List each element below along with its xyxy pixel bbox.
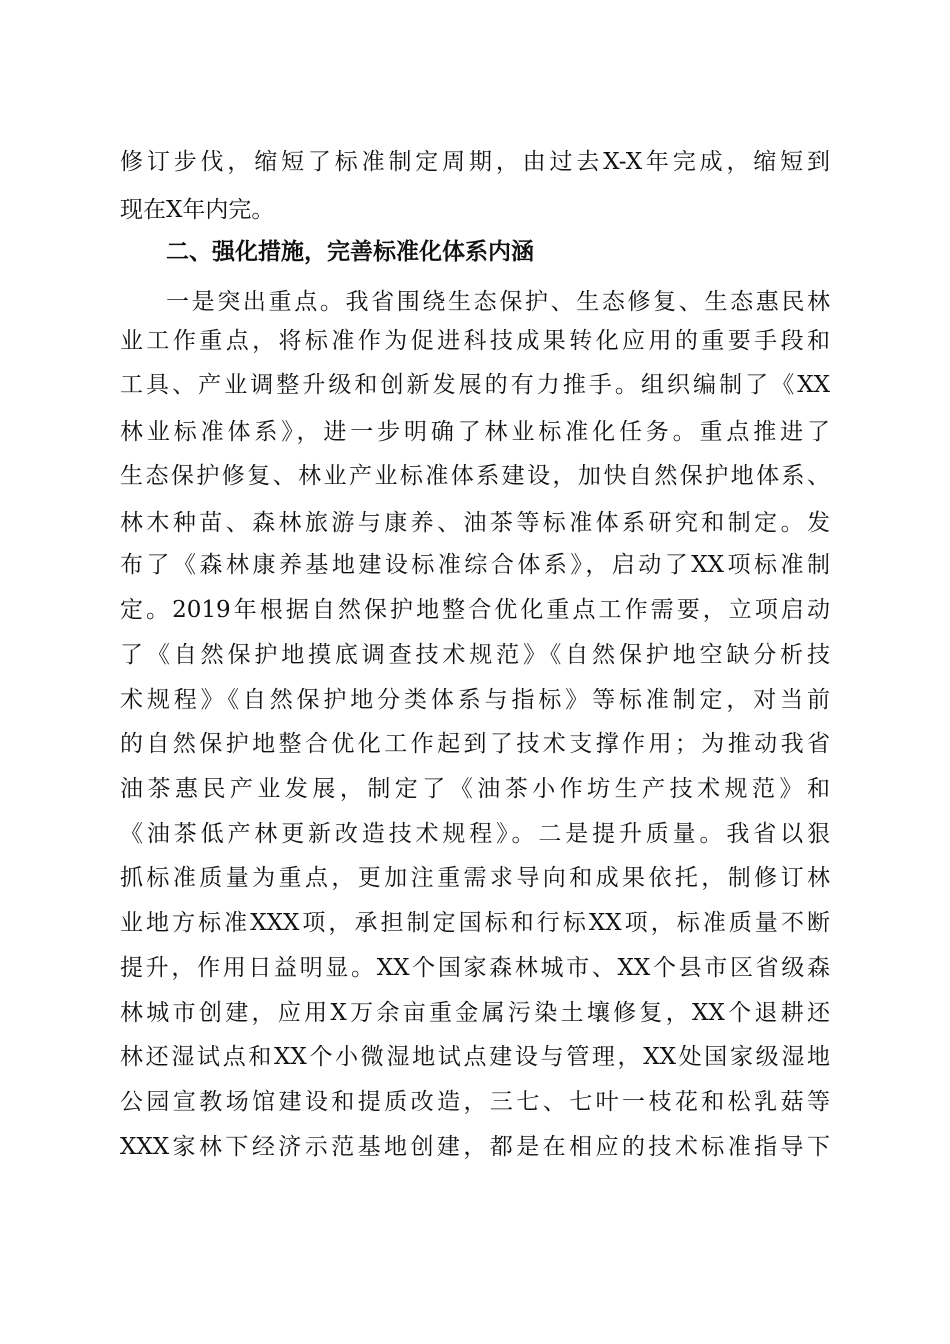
body-text-line: XXX家林下经济示范基地创建，都是在相应的技术标准指导下 (120, 1134, 830, 1160)
body-text-line: 油茶惠民产业发展，制定了《油茶小作坊生产技术规范》和 (120, 776, 830, 802)
body-text-line: 《油茶低产林更新改造技术规程》。二是提升质量。我省以狠 (120, 821, 830, 847)
body-text-line: 工具、产业调整升级和创新发展的有力推手。组织编制了《XX (120, 372, 830, 398)
body-text-line: 业地方标准XXX项，承担制定国标和行标XX项，标准质量不断 (120, 910, 830, 936)
body-text-line: 修订步伐，缩短了标准制定周期，由过去X-X年完成，缩短到 (120, 149, 830, 175)
body-text-line: 布了《森林康养基地建设标准综合体系》，启动了XX项标准制 (120, 552, 830, 578)
body-text-line: 抓标准质量为重点，更加注重需求导向和成果依托，制修订林 (120, 865, 830, 891)
body-text-line: 了《自然保护地摸底调查技术规范》《自然保护地空缺分析技 (120, 642, 830, 668)
body-text-line: 术规程》《自然保护地分类体系与指标》等标准制定，对当前 (120, 687, 830, 713)
body-text-line: 林城市创建，应用X万余亩重金属污染土壤修复，XX个退耕还 (120, 1000, 830, 1026)
body-text-line: 林还湿试点和XX个小微湿地试点建设与管理，XX处国家级湿地 (120, 1044, 830, 1070)
body-text-line: 提升，作用日益明显。XX个国家森林城市、XX个县市区省级森 (120, 955, 830, 981)
section-heading: 二、强化措施，完善标准化体系内涵 (166, 239, 534, 265)
body-text-line: 生态保护修复、林业产业标准体系建设，加快自然保护地体系、 (120, 463, 830, 489)
body-text-line: 现在X年内完。 (120, 197, 275, 223)
body-text-line: 林业标准体系》，进一步明确了林业标准化任务。重点推进了 (120, 419, 830, 445)
body-text-line: 公园宣教场馆建设和提质改造，三七、七叶一枝花和松乳菇等 (120, 1089, 830, 1115)
body-text-line: 一是突出重点。我省围绕生态保护、生态修复、生态惠民林 (166, 289, 830, 315)
body-text-line: 林木种苗、森林旅游与康养、油茶等标准体系研究和制定。发 (120, 510, 830, 536)
body-text-line: 的自然保护地整合优化工作起到了技术支撑作用；为推动我省 (120, 731, 830, 757)
body-text-line: 定。2019年根据自然保护地整合优化重点工作需要，立项启动 (120, 597, 830, 623)
body-text-line: 业工作重点，将标准作为促进科技成果转化应用的重要手段和 (120, 328, 830, 354)
